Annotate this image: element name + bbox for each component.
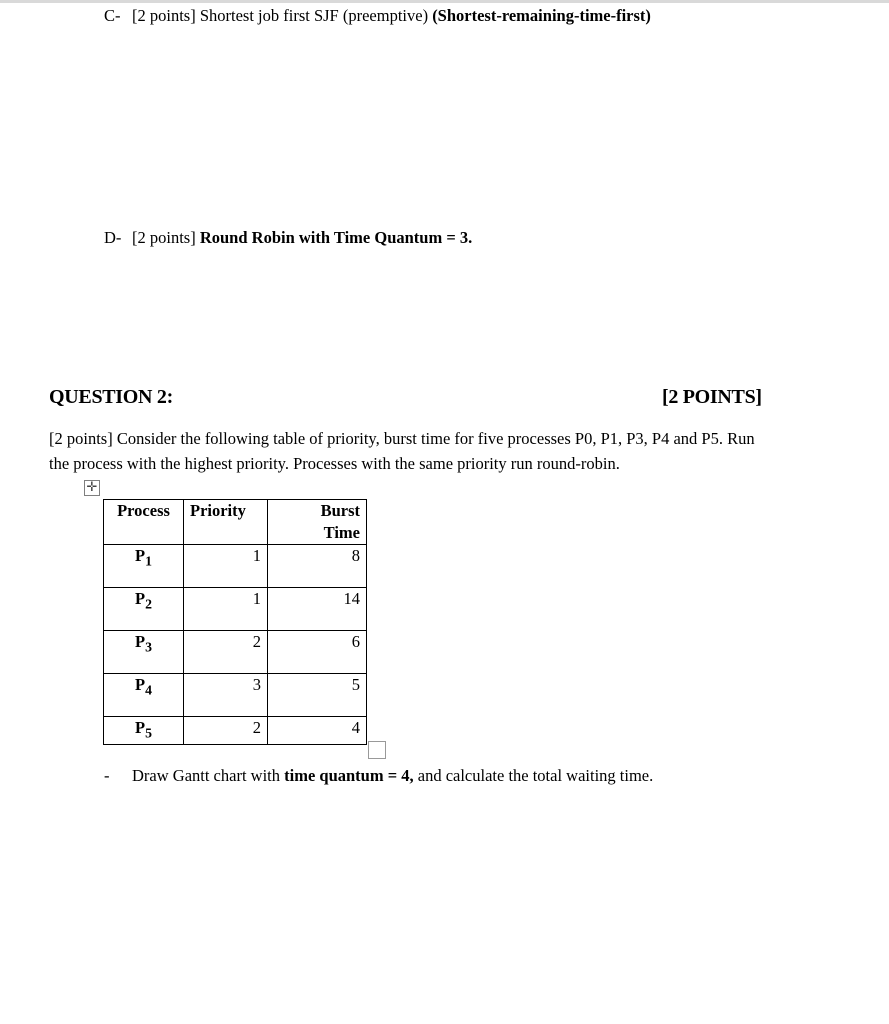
process-cell: $P_3$ <box>104 631 184 674</box>
table-row <box>104 545 367 588</box>
question-2-title: QUESTION 2: <box>49 386 173 408</box>
priority-cell: 1 <box>184 588 268 631</box>
header-priority: Priority <box>184 500 268 545</box>
question-2-points: [2 POINTS] <box>662 386 762 408</box>
question-2-intro <box>49 426 849 476</box>
burst-cell: 5 <box>268 674 367 717</box>
part-d-emphasis: Round Robin with Time Quantum = 3. <box>199 228 473 247</box>
table-row <box>104 588 367 631</box>
table-move-handle-icon[interactable]: ✛ <box>84 480 100 496</box>
intro-line-2: the process with the highest priority. Processes with the same priority run round-robin. <box>49 454 620 473</box>
task-emphasis: time quantum = 4, <box>284 766 414 785</box>
part-d-label: D- <box>104 228 122 247</box>
table-row <box>104 631 367 674</box>
part-c-line <box>104 6 651 26</box>
intro-line-1: [2 points] Consider the following table of priority, burst time for five processes P0, P1, P3, P4 and P5. Run <box>49 429 755 448</box>
table-resize-handle-icon[interactable] <box>368 741 386 759</box>
part-d-points: [2 points] <box>132 228 196 247</box>
process-cell: $P_5$ <box>104 717 184 745</box>
task-text: Draw Gantt chart with time quantum = 4, and calculate the total waiting time. <box>132 766 654 785</box>
process-cell: $P_1$ <box>104 545 184 588</box>
priority-cell: 2 <box>184 717 268 745</box>
part-c-label: C- <box>104 6 121 25</box>
table-header-row <box>104 500 367 545</box>
burst-cell: 6 <box>268 631 367 674</box>
task-bullet: - <box>104 766 110 785</box>
part-d-line <box>104 228 472 248</box>
header-process: Process <box>104 500 184 545</box>
table-row <box>104 717 367 745</box>
part-c-emphasis: (Shortest-remaining-time-first) <box>432 6 651 25</box>
part-c-points: [2 points] Shortest job first SJF (preemptive) <box>132 6 429 25</box>
burst-cell: 14 <box>268 588 367 631</box>
burst-cell: 8 <box>268 545 367 588</box>
priority-cell: 1 <box>184 545 268 588</box>
header-burst-time: Burst Time <box>268 500 367 545</box>
process-table <box>103 499 367 745</box>
process-cell: $P_4$ <box>104 674 184 717</box>
table-row <box>104 674 367 717</box>
burst-cell: 4 <box>268 717 367 745</box>
priority-cell: 2 <box>184 631 268 674</box>
priority-cell: 3 <box>184 674 268 717</box>
window-top-border <box>0 0 889 3</box>
process-cell: $P_2$ <box>104 588 184 631</box>
